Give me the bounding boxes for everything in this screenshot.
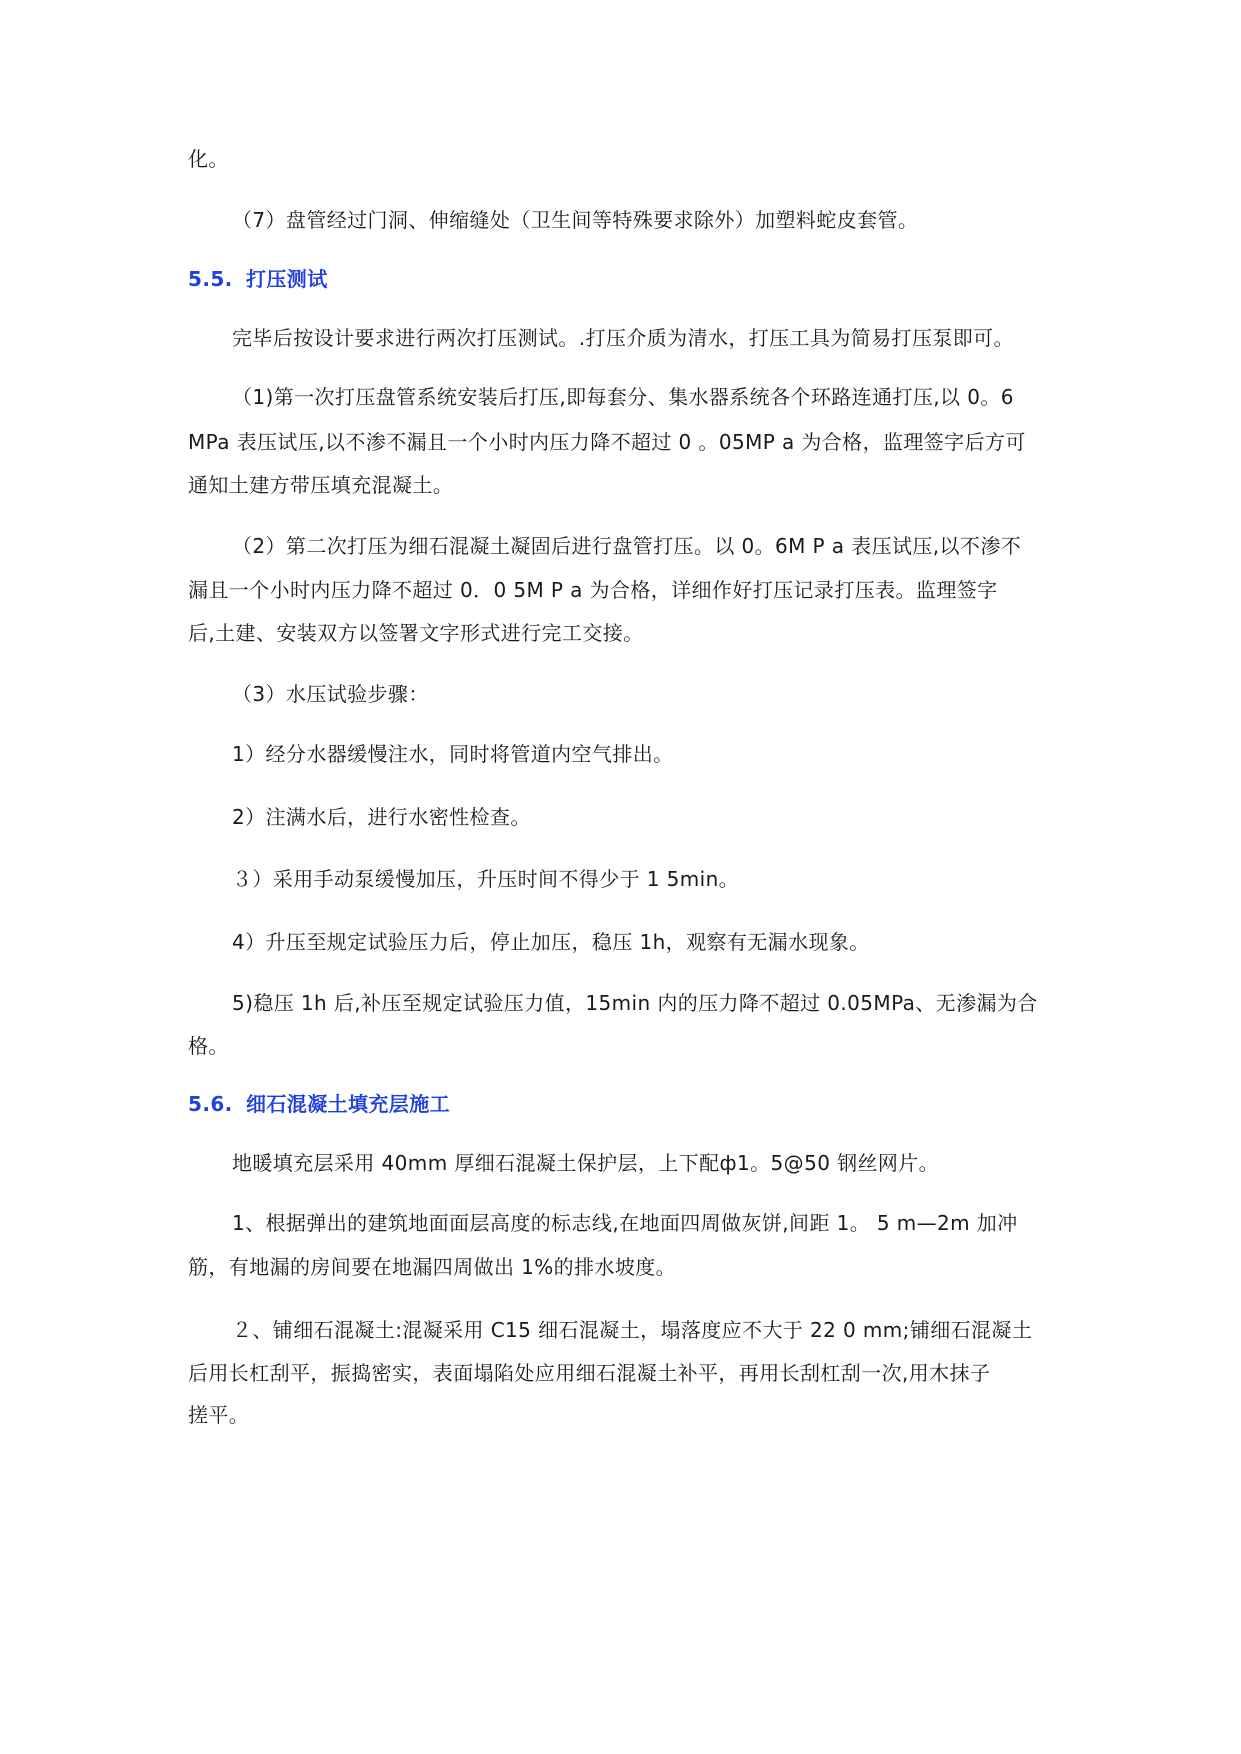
section-title: 打压测试 xyxy=(246,267,328,291)
paragraph-line: （2）第二次打压为细石混凝土凝固后进行盘管打压。以 0。6M P a 表压试压,以不渗不 xyxy=(232,534,1022,558)
paragraph-line: 1、根据弹出的建筑地面面层高度的标志线,在地面四周做灰饼,间距 1。 5 m—2m 加冲 xyxy=(232,1211,1018,1235)
paragraph-line: ２、铺细石混凝土:混凝采用 C15 细石混凝土，塌落度应不大于 22 0 mm;铺细石混凝土 xyxy=(232,1318,1033,1342)
paragraph-line: 通知土建方带压填充混凝土。 xyxy=(188,473,454,497)
paragraph-line: （7）盘管经过门洞、伸缩缝处（卫生间等特殊要求除外）加塑料蛇皮套管。 xyxy=(232,208,919,232)
section-heading-5-6 xyxy=(188,1091,1068,1117)
paragraph-line: 完毕后按设计要求进行两次打压测试。.打压介质为清水，打压工具为简易打压泵即可。 xyxy=(232,326,1014,350)
section-number: 5.6. xyxy=(188,1092,233,1116)
list-item: 5)稳压 1h 后,补压至规定试验压力值，15min 内的压力降不超过 0.05MPa、无渗漏为合 xyxy=(232,991,1038,1015)
paragraph-line: MPa 表压试压,以不渗不漏且一个小时内压力降不超过 0 。05MP a 为合格，监理签字后方可 xyxy=(188,430,1026,454)
paragraph-line: 搓平。 xyxy=(188,1403,250,1427)
list-item: 1）经分水器缓慢注水，同时将管道内空气排出。 xyxy=(232,742,674,766)
paragraph-line: 格。 xyxy=(188,1034,229,1058)
paragraph-line: （1)第一次打压盘管系统安装后打压,即每套分、集水器系统各个环路连通打压,以 0。6 xyxy=(232,385,1014,409)
paragraph-line: 漏且一个小时内压力降不超过 0．0 5M P a 为合格，详细作好打压记录打压表。监理签字 xyxy=(188,578,998,602)
section-number: 5.5. xyxy=(188,267,233,291)
paragraph-line: 后,土建、安装双方以签署文字形式进行完工交接。 xyxy=(188,621,644,645)
list-item: ３）采用手动泵缓慢加压，升压时间不得少于 1 5min。 xyxy=(232,867,740,891)
paragraph-line: 后用长杠刮平，振捣密实，表面塌陷处应用细石混凝土补平，再用长刮杠刮一次,用木抹子 xyxy=(188,1361,991,1385)
paragraph-line: 地暖填充层采用 40mm 厚细石混凝土保护层，上下配ф1。5@50 钢丝网片。 xyxy=(232,1151,940,1175)
paragraph-line: （3）水压试验步骤： xyxy=(232,682,429,706)
list-item: 2）注满水后，进行水密性检查。 xyxy=(232,805,531,829)
section-title: 细石混凝土填充层施工 xyxy=(246,1092,450,1116)
paragraph-line: 化。 xyxy=(188,147,229,171)
paragraph-line: 筋，有地漏的房间要在地漏四周做出 1%的排水坡度。 xyxy=(188,1255,677,1279)
section-heading-5-5 xyxy=(188,266,1068,292)
list-item: 4）升压至规定试验压力后，停止加压，稳压 1h，观察有无漏水现象。 xyxy=(232,930,870,954)
